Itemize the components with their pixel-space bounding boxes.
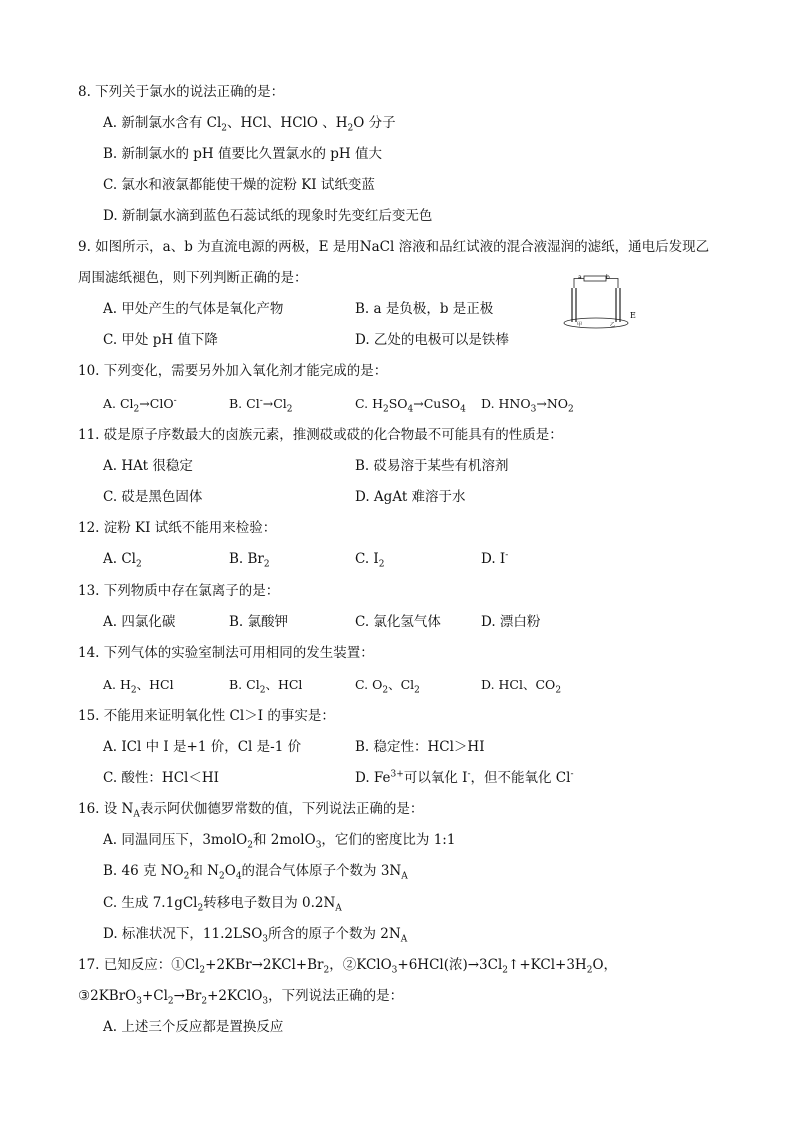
q12-stem: 12. 淀粉 KI 试纸不能用来检验：: [78, 520, 277, 536]
figure-label-yi: 乙: [610, 322, 616, 328]
figure-label-b: b: [606, 274, 610, 281]
q8-option-d: D. 新制氯水滴到蓝色石蕊试纸的现象时先变红后变无色: [103, 208, 433, 224]
q17-option-a: A. 上述三个反应都是置换反应: [103, 1019, 284, 1035]
q15-option-a: A. ICl 中 I 是+1 价，Cl 是-1 价: [103, 739, 302, 755]
q11-stem: 11. 砹是原子序数最大的卤族元素，推测砹或砹的化合物最不可能具有的性质是：: [78, 427, 563, 443]
q13-option-b: B. 氯酸钾: [229, 614, 289, 630]
q8-option-a: A. 新制氯水含有 $Cl_2$、HCl、HClO 、$H_2O$ 分子: [103, 115, 396, 134]
q14-option-d: D. HCl、$CO_2$: [481, 677, 562, 696]
q16-stem: 16. 设 $N_A$表示阿伏伽德罗常数的值，下列说法正确的是：: [78, 801, 424, 820]
q15-option-c: C. 酸性：HCl＜HI: [103, 770, 219, 786]
q10-option-c: C. $H_2SO_4\to CuSO_4$: [355, 396, 466, 415]
figure-label-jia: 甲: [577, 322, 583, 328]
q9-option-c: C. 甲处 pH 值下降: [103, 332, 218, 348]
q13-option-d: D. 漂白粉: [481, 614, 541, 630]
q11-option-b: B. 砹易溶于某些有机溶剂: [355, 458, 509, 474]
q14-option-a: A. $H_2$、HCl: [103, 677, 174, 696]
q16-option-d: D. 标准状况下，$11.2LSO_3$所含的原子个数为 $2N_A$: [103, 926, 408, 945]
q10-option-d: D. $HNO_3\to NO_2$: [481, 396, 574, 415]
filter-paper: [564, 318, 628, 328]
q16-option-c: C. 生成 7.1gCl$_2$转移电子数目为 $0.2N_A$: [103, 895, 342, 914]
q12-option-b: B. $Br_2$: [229, 551, 270, 570]
q9-stem-line2: 周围滤纸褪色，则下列判断正确的是：: [78, 270, 308, 286]
q11-option-c: C. 砹是黑色固体: [103, 489, 203, 505]
q10-option-a: A. $Cl_2\to ClO^-$: [103, 395, 177, 415]
q17-stem-line2: $③2KBrO_3+Cl_2\to Br_2+2KClO_3$，下列说法正确的是：: [78, 988, 404, 1007]
q12-option-d: D. I-: [481, 550, 509, 567]
q12-option-c: C. $I_2$: [355, 551, 385, 570]
q9-option-b: B. a 是负极，b 是正极: [355, 301, 494, 317]
q16-option-b: B. 46 克 $NO_2$和 $N_2O_4$的混合气体原子个数为 $3N_A$: [103, 863, 408, 882]
q15-stem: 15. 不能用来证明氧化性 Cl＞I 的事实是：: [78, 708, 335, 724]
q8-option-c: C. 氯水和液氯都能使干燥的淀粉 KI 试纸变蓝: [103, 177, 375, 193]
q15-option-b: B. 稳定性：HCl＞HI: [355, 739, 485, 755]
q14-option-c: C. $O_2$、$Cl_2$: [355, 677, 420, 696]
power-source: [584, 276, 606, 281]
electrolysis-figure: [560, 270, 640, 332]
figure-label-a: a: [578, 274, 582, 281]
q10-stem: 10. 下列变化，需要另外加入氧化剂才能完成的是：: [78, 363, 388, 379]
q9-option-d: D. 乙处的电极可以是铁棒: [355, 332, 509, 348]
q17-stem-line1: 17. 已知反应：$①Cl_2+2KBr\to 2KCl+Br_2$，②KClO$_3$+6HCl(浓)$\to 3Cl_2↑+KCl+3H_2O$，: [78, 957, 618, 976]
q11-option-a: A. HAt 很稳定: [103, 458, 193, 474]
q15-option-d: D. $Fe^{3+}$可以氧化 I-，但不能氧化 Cl-: [355, 769, 574, 786]
figure-label-e: E: [630, 311, 636, 320]
q13-stem: 13. 下列物质中存在氯离子的是：: [78, 583, 280, 599]
q9-stem-line1: 9. 如图所示，a、b 为直流电源的两极，E 是用NaCl 溶液和品红试液的混合液湿润的滤纸，通电后发现乙: [78, 239, 710, 255]
q13-option-a: A. 四氯化碳: [103, 614, 176, 630]
q16-option-a: A. 同温同压下，3molO$_2$和 2molO$_3$，它们的密度比为 1:1: [103, 832, 456, 851]
q8-stem: 8. 下列关于氯水的说法正确的是：: [78, 84, 285, 100]
q9-option-a: A. 甲处产生的气体是氧化产物: [103, 301, 284, 317]
q14-stem: 14. 下列气体的实验室制法可用相同的发生装置：: [78, 645, 374, 661]
q14-option-b: B. $Cl_2$、HCl: [229, 677, 303, 696]
q8-option-b: B. 新制氯水的 pH 值要比久置氯水的 pH 值大: [103, 146, 382, 162]
q10-option-b: B. $Cl^-\to Cl_2$: [229, 395, 293, 415]
q13-option-c: C. 氯化氢气体: [355, 614, 441, 630]
q12-option-a: A. $Cl_2$: [103, 551, 142, 570]
q11-option-d: D. AgAt 难溶于水: [355, 489, 466, 505]
